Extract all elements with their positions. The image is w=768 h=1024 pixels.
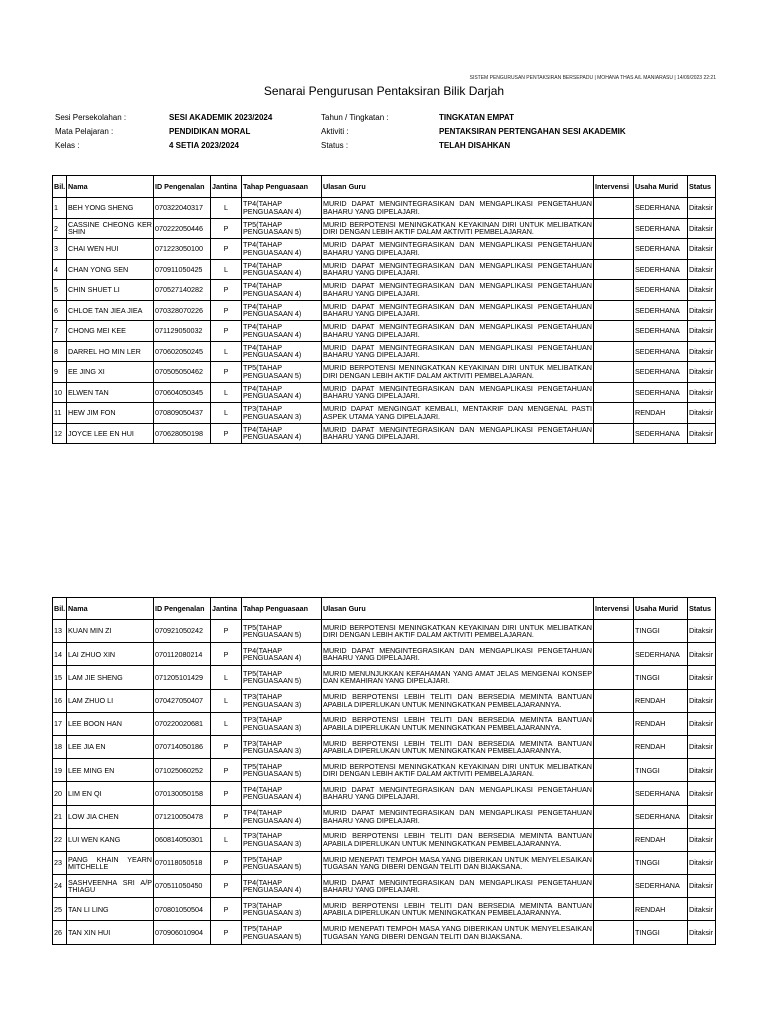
cell-id: 070112080214 xyxy=(154,643,211,666)
cell-id: 071205101429 xyxy=(154,666,211,689)
cell-status: Ditaksir xyxy=(688,828,716,851)
cell-ulasan: MURID DAPAT MENGINTEGRASIKAN DAN MENGAPLIKASI PENGETAHUAN BAHARU YANG DIPELAJARI. xyxy=(322,300,594,321)
cell-usaha: SEDERHANA xyxy=(634,300,688,321)
cell-ulasan: MURID DAPAT MENGINTEGRASIKAN DAN MENGAPLIKASI PENGETAHUAN BAHARU YANG DIPELAJARI. xyxy=(322,782,594,805)
table-row xyxy=(53,875,716,898)
cell-intervensi xyxy=(594,382,634,403)
cell-bil: 3 xyxy=(53,239,67,260)
col-header-status: Status xyxy=(688,176,716,198)
table-row xyxy=(53,620,716,643)
cell-tahap: TP4(TAHAP PENGUASAAN 4) xyxy=(242,423,322,444)
cell-jantina: P xyxy=(211,362,242,383)
cell-tahap: TP4(TAHAP PENGUASAAN 4) xyxy=(242,382,322,403)
cell-intervensi xyxy=(594,218,634,239)
cell-jantina: P xyxy=(211,921,242,944)
cell-bil: 12 xyxy=(53,423,67,444)
cell-tahap: TP5(TAHAP PENGUASAAN 5) xyxy=(242,218,322,239)
table-header-row xyxy=(53,598,716,620)
cell-id: 070628050198 xyxy=(154,423,211,444)
cell-jantina: P xyxy=(211,805,242,828)
cell-nama: SASHVEENHA SRI A/P THIAGU xyxy=(67,875,154,898)
cell-jantina: L xyxy=(211,198,242,219)
cell-tahap: TP4(TAHAP PENGUASAAN 4) xyxy=(242,280,322,301)
cell-status: Ditaksir xyxy=(688,921,716,944)
cell-ulasan: MURID DAPAT MENGINTEGRASIKAN DAN MENGAPLIKASI PENGETAHUAN BAHARU YANG DIPELAJARI. xyxy=(322,259,594,280)
cell-tahap: TP4(TAHAP PENGUASAAN 4) xyxy=(242,239,322,260)
table-row xyxy=(53,382,716,403)
cell-nama: JOYCE LEE EN HUI xyxy=(67,423,154,444)
mata-pelajaran-value: PENDIDIKAN MORAL xyxy=(169,127,251,136)
cell-bil: 18 xyxy=(53,735,67,758)
cell-jantina: P xyxy=(211,218,242,239)
cell-ulasan: MURID DAPAT MENGINTEGRASIKAN DAN MENGAPLIKASI PENGETAHUAN BAHARU YANG DIPELAJARI. xyxy=(322,875,594,898)
cell-usaha: TINGGI xyxy=(634,759,688,782)
cell-bil: 9 xyxy=(53,362,67,383)
table-row xyxy=(53,782,716,805)
table-row xyxy=(53,689,716,712)
cell-id: 070511050450 xyxy=(154,875,211,898)
cell-tahap: TP5(TAHAP PENGUASAAN 5) xyxy=(242,620,322,643)
cell-ulasan: MURID MENEPATI TEMPOH MASA YANG DIBERIKAN UNTUK MENYELESAIKAN TUGASAN YANG DIBERI DENGAN TELITI DAN BIJAKSANA. xyxy=(322,851,594,874)
cell-intervensi xyxy=(594,300,634,321)
cell-jantina: P xyxy=(211,423,242,444)
col-header-jantina: Jantina xyxy=(211,598,242,620)
cell-jantina: P xyxy=(211,643,242,666)
cell-usaha: SEDERHANA xyxy=(634,321,688,342)
cell-tahap: TP4(TAHAP PENGUASAAN 4) xyxy=(242,321,322,342)
tahun-label: Tahun / Tingkatan : xyxy=(321,113,389,122)
cell-jantina: P xyxy=(211,239,242,260)
cell-intervensi xyxy=(594,643,634,666)
cell-usaha: SEDERHANA xyxy=(634,423,688,444)
cell-usaha: RENDAH xyxy=(634,689,688,712)
col-header-intervensi: Intervensi xyxy=(594,598,634,620)
cell-nama: LEE BOON HAN xyxy=(67,712,154,735)
table-row xyxy=(53,828,716,851)
cell-bil: 24 xyxy=(53,875,67,898)
cell-status: Ditaksir xyxy=(688,423,716,444)
cell-intervensi xyxy=(594,280,634,301)
cell-ulasan: MURID DAPAT MENGINTEGRASIKAN DAN MENGAPLIKASI PENGETAHUAN BAHARU YANG DIPELAJARI. xyxy=(322,239,594,260)
cell-intervensi xyxy=(594,239,634,260)
cell-bil: 6 xyxy=(53,300,67,321)
status-label: Status : xyxy=(321,141,349,150)
cell-tahap: TP3(TAHAP PENGUASAAN 3) xyxy=(242,712,322,735)
cell-id: 070328070226 xyxy=(154,300,211,321)
cell-intervensi xyxy=(594,423,634,444)
tahun-value: TINGKATAN EMPAT xyxy=(439,113,514,122)
cell-id: 070602050245 xyxy=(154,341,211,362)
cell-status: Ditaksir xyxy=(688,759,716,782)
col-header-usaha: Usaha Murid xyxy=(634,176,688,198)
cell-intervensi xyxy=(594,898,634,921)
table-row xyxy=(53,921,716,944)
cell-usaha: SEDERHANA xyxy=(634,280,688,301)
cell-bil: 15 xyxy=(53,666,67,689)
cell-nama: TAN LI LING xyxy=(67,898,154,921)
cell-status: Ditaksir xyxy=(688,782,716,805)
cell-id: 070921050242 xyxy=(154,620,211,643)
cell-id: 070505050462 xyxy=(154,362,211,383)
col-header-bil: Bil. xyxy=(53,176,67,198)
cell-status: Ditaksir xyxy=(688,300,716,321)
cell-nama: EE JING XI xyxy=(67,362,154,383)
cell-nama: TAN XIN HUI xyxy=(67,921,154,944)
cell-id: 071210050478 xyxy=(154,805,211,828)
cell-usaha: TINGGI xyxy=(634,851,688,874)
report-meta xyxy=(53,111,628,155)
cell-intervensi xyxy=(594,759,634,782)
cell-bil: 13 xyxy=(53,620,67,643)
aktiviti-label: Aktiviti : xyxy=(321,127,349,136)
cell-nama: KUAN MIN ZI xyxy=(67,620,154,643)
cell-intervensi xyxy=(594,782,634,805)
cell-status: Ditaksir xyxy=(688,898,716,921)
cell-jantina: L xyxy=(211,382,242,403)
cell-ulasan: MURID DAPAT MENGINTEGRASIKAN DAN MENGAPLIKASI PENGETAHUAN BAHARU YANG DIPELAJARI. xyxy=(322,643,594,666)
cell-status: Ditaksir xyxy=(688,382,716,403)
cell-bil: 20 xyxy=(53,782,67,805)
cell-jantina: L xyxy=(211,341,242,362)
table-row xyxy=(53,198,716,219)
cell-usaha: SEDERHANA xyxy=(634,259,688,280)
cell-ulasan: MURID DAPAT MENGINTEGRASIKAN DAN MENGAPLIKASI PENGETAHUAN BAHARU YANG DIPELAJARI. xyxy=(322,198,594,219)
table-row xyxy=(53,712,716,735)
cell-intervensi xyxy=(594,712,634,735)
col-header-usaha: Usaha Murid xyxy=(634,598,688,620)
cell-ulasan: MURID BERPOTENSI MENINGKATKAN KEYAKINAN DIRI UNTUK MELIBATKAN DIRI DENGAN LEBIH AKTIF DALAM AKTIVITI PEMBELAJARAN. xyxy=(322,218,594,239)
cell-usaha: TINGGI xyxy=(634,620,688,643)
cell-status: Ditaksir xyxy=(688,239,716,260)
cell-status: Ditaksir xyxy=(688,218,716,239)
cell-id: 070130050158 xyxy=(154,782,211,805)
cell-jantina: L xyxy=(211,828,242,851)
cell-id: 070604050345 xyxy=(154,382,211,403)
cell-usaha: SEDERHANA xyxy=(634,239,688,260)
cell-intervensi xyxy=(594,689,634,712)
cell-jantina: L xyxy=(211,689,242,712)
system-info-line: SISTEM PENGURUSAN PENTAKSIRAN BERSEPADU | MOHANA THAS A/L MANIARASU | 14/09/2023 22:21 xyxy=(469,75,716,81)
cell-bil: 4 xyxy=(53,259,67,280)
cell-ulasan: MURID BERPOTENSI LEBIH TELITI DAN BERSEDIA MEMINTA BANTUAN APABILA DIPERLUKAN UNTUK MENINGKATKAN PEMBELAJARANNYA. xyxy=(322,712,594,735)
cell-nama: LAI ZHUO XIN xyxy=(67,643,154,666)
cell-nama: CHAN YONG SEN xyxy=(67,259,154,280)
cell-usaha: RENDAH xyxy=(634,735,688,758)
cell-ulasan: MURID DAPAT MENGINTEGRASIKAN DAN MENGAPLIKASI PENGETAHUAN BAHARU YANG DIPELAJARI. xyxy=(322,341,594,362)
cell-tahap: TP3(TAHAP PENGUASAAN 3) xyxy=(242,689,322,712)
table-row xyxy=(53,643,716,666)
cell-nama: PANG KHAIN YEARN MITCHELLE xyxy=(67,851,154,874)
cell-bil: 16 xyxy=(53,689,67,712)
cell-nama: CHLOE TAN JIEA JIEA xyxy=(67,300,154,321)
cell-status: Ditaksir xyxy=(688,403,716,424)
cell-ulasan: MURID DAPAT MENGINTEGRASIKAN DAN MENGAPLIKASI PENGETAHUAN BAHARU YANG DIPELAJARI. xyxy=(322,280,594,301)
cell-bil: 14 xyxy=(53,643,67,666)
assessment-table-page-2 xyxy=(52,597,716,945)
cell-status: Ditaksir xyxy=(688,735,716,758)
cell-jantina: P xyxy=(211,620,242,643)
cell-id: 070220020681 xyxy=(154,712,211,735)
cell-bil: 17 xyxy=(53,712,67,735)
cell-ulasan: MURID BERPOTENSI LEBIH TELITI DAN BERSEDIA MEMINTA BANTUAN APABILA DIPERLUKAN UNTUK MENINGKATKAN PEMBELAJARANNYA. xyxy=(322,828,594,851)
table-row xyxy=(53,759,716,782)
cell-jantina: L xyxy=(211,712,242,735)
cell-bil: 26 xyxy=(53,921,67,944)
cell-intervensi xyxy=(594,362,634,383)
cell-usaha: SEDERHANA xyxy=(634,805,688,828)
cell-nama: LAM JIE SHENG xyxy=(67,666,154,689)
cell-id: 070714050186 xyxy=(154,735,211,758)
cell-bil: 19 xyxy=(53,759,67,782)
cell-usaha: RENDAH xyxy=(634,403,688,424)
cell-id: 060814050301 xyxy=(154,828,211,851)
cell-status: Ditaksir xyxy=(688,620,716,643)
cell-jantina: P xyxy=(211,851,242,874)
cell-tahap: TP5(TAHAP PENGUASAAN 5) xyxy=(242,666,322,689)
cell-status: Ditaksir xyxy=(688,875,716,898)
cell-ulasan: MURID DAPAT MENGINTEGRASIKAN DAN MENGAPLIKASI PENGETAHUAN BAHARU YANG DIPELAJARI. xyxy=(322,321,594,342)
cell-bil: 5 xyxy=(53,280,67,301)
mata-pelajaran-label: Mata Pelajaran : xyxy=(55,127,114,136)
cell-status: Ditaksir xyxy=(688,712,716,735)
cell-bil: 23 xyxy=(53,851,67,874)
cell-status: Ditaksir xyxy=(688,362,716,383)
cell-status: Ditaksir xyxy=(688,341,716,362)
col-header-nama: Nama xyxy=(67,598,154,620)
cell-bil: 1 xyxy=(53,198,67,219)
cell-tahap: TP4(TAHAP PENGUASAAN 4) xyxy=(242,643,322,666)
table-row xyxy=(53,403,716,424)
cell-tahap: TP3(TAHAP PENGUASAAN 3) xyxy=(242,735,322,758)
cell-usaha: SEDERHANA xyxy=(634,782,688,805)
cell-jantina: P xyxy=(211,300,242,321)
cell-tahap: TP5(TAHAP PENGUASAAN 5) xyxy=(242,851,322,874)
cell-nama: LOW JIA CHEN xyxy=(67,805,154,828)
table-row xyxy=(53,423,716,444)
table-header-row xyxy=(53,176,716,198)
cell-nama: LIM EN QI xyxy=(67,782,154,805)
page-title: Senarai Pengurusan Pentaksiran Bilik Darjah xyxy=(263,84,505,98)
cell-usaha: SEDERHANA xyxy=(634,362,688,383)
cell-usaha: SEDERHANA xyxy=(634,198,688,219)
cell-ulasan: MURID DAPAT MENGINGAT KEMBALI, MENTAKRIF DAN MENGENAL PASTI ASPEK UTAMA YANG DIPELAJARI. xyxy=(322,403,594,424)
cell-bil: 22 xyxy=(53,828,67,851)
cell-usaha: RENDAH xyxy=(634,898,688,921)
table-row xyxy=(53,239,716,260)
cell-tahap: TP4(TAHAP PENGUASAAN 4) xyxy=(242,875,322,898)
cell-id: 070322040317 xyxy=(154,198,211,219)
cell-nama: ELWEN TAN xyxy=(67,382,154,403)
kelas-value: 4 SETIA 2023/2024 xyxy=(169,141,239,150)
cell-intervensi xyxy=(594,921,634,944)
cell-bil: 21 xyxy=(53,805,67,828)
cell-intervensi xyxy=(594,875,634,898)
cell-ulasan: MURID BERPOTENSI MENINGKATKAN KEYAKINAN DIRI UNTUK MELIBATKAN DIRI DENGAN LEBIH AKTIF DALAM AKTIVITI PEMBELAJARAN. xyxy=(322,362,594,383)
cell-id: 070809050437 xyxy=(154,403,211,424)
aktiviti-value: PENTAKSIRAN PERTENGAHAN SESI AKADEMIK xyxy=(439,127,626,136)
col-header-ulasan: Ulasan Guru xyxy=(322,598,594,620)
cell-nama: DARREL HO MIN LER xyxy=(67,341,154,362)
table-row xyxy=(53,735,716,758)
cell-usaha: SEDERHANA xyxy=(634,382,688,403)
kelas-label: Kelas : xyxy=(55,141,80,150)
cell-ulasan: MURID DAPAT MENGINTEGRASIKAN DAN MENGAPLIKASI PENGETAHUAN BAHARU YANG DIPELAJARI. xyxy=(322,382,594,403)
table-row xyxy=(53,898,716,921)
cell-intervensi xyxy=(594,851,634,874)
cell-usaha: RENDAH xyxy=(634,828,688,851)
cell-id: 071223050100 xyxy=(154,239,211,260)
cell-jantina: P xyxy=(211,735,242,758)
cell-intervensi xyxy=(594,828,634,851)
cell-jantina: P xyxy=(211,898,242,921)
cell-intervensi xyxy=(594,341,634,362)
col-header-status: Status xyxy=(688,598,716,620)
cell-status: Ditaksir xyxy=(688,198,716,219)
cell-intervensi xyxy=(594,198,634,219)
status-value: TELAH DISAHKAN xyxy=(439,141,511,150)
cell-tahap: TP3(TAHAP PENGUASAAN 3) xyxy=(242,403,322,424)
cell-jantina: L xyxy=(211,259,242,280)
col-header-bil: Bil. xyxy=(53,598,67,620)
cell-tahap: TP4(TAHAP PENGUASAAN 4) xyxy=(242,782,322,805)
table-row xyxy=(53,280,716,301)
cell-usaha: TINGGI xyxy=(634,666,688,689)
col-header-intervensi: Intervensi xyxy=(594,176,634,198)
cell-usaha: SEDERHANA xyxy=(634,218,688,239)
table-row xyxy=(53,805,716,828)
cell-nama: CHAI WEN HUI xyxy=(67,239,154,260)
cell-usaha: SEDERHANA xyxy=(634,875,688,898)
col-header-id: ID Pengenalan xyxy=(154,598,211,620)
cell-jantina: P xyxy=(211,321,242,342)
cell-status: Ditaksir xyxy=(688,280,716,301)
cell-ulasan: MURID BERPOTENSI MENINGKATKAN KEYAKINAN DIRI UNTUK MELIBATKAN DIRI DENGAN LEBIH AKTIF DALAM AKTIVITI PEMBELAJARAN. xyxy=(322,759,594,782)
cell-intervensi xyxy=(594,805,634,828)
cell-jantina: P xyxy=(211,280,242,301)
cell-id: 070906010904 xyxy=(154,921,211,944)
cell-nama: LUI WEN KANG xyxy=(67,828,154,851)
cell-intervensi xyxy=(594,321,634,342)
cell-tahap: TP4(TAHAP PENGUASAAN 4) xyxy=(242,198,322,219)
cell-ulasan: MURID DAPAT MENGINTEGRASIKAN DAN MENGAPLIKASI PENGETAHUAN BAHARU YANG DIPELAJARI. xyxy=(322,805,594,828)
col-header-nama: Nama xyxy=(67,176,154,198)
table-row xyxy=(53,362,716,383)
cell-ulasan: MURID MENEPATI TEMPOH MASA YANG DIBERIKAN UNTUK MENYELESAIKAN TUGASAN YANG DIBERI DENGAN TELITI DAN BIJAKSANA. xyxy=(322,921,594,944)
cell-nama: LAM ZHUO LI xyxy=(67,689,154,712)
col-header-tahap: Tahap Penguasaan xyxy=(242,176,322,198)
cell-jantina: P xyxy=(211,759,242,782)
cell-id: 070118050518 xyxy=(154,851,211,874)
table-row xyxy=(53,259,716,280)
cell-tahap: TP3(TAHAP PENGUASAAN 3) xyxy=(242,828,322,851)
sesi-value: SESI AKADEMIK 2023/2024 xyxy=(169,113,273,122)
cell-nama: CASSINE CHEONG KER SHIN xyxy=(67,218,154,239)
cell-status: Ditaksir xyxy=(688,259,716,280)
cell-jantina: L xyxy=(211,666,242,689)
cell-id: 071025060252 xyxy=(154,759,211,782)
cell-intervensi xyxy=(594,620,634,643)
cell-bil: 7 xyxy=(53,321,67,342)
cell-intervensi xyxy=(594,403,634,424)
cell-nama: LEE MING EN xyxy=(67,759,154,782)
cell-tahap: TP4(TAHAP PENGUASAAN 4) xyxy=(242,341,322,362)
cell-ulasan: MURID BERPOTENSI LEBIH TELITI DAN BERSEDIA MEMINTA BANTUAN APABILA DIPERLUKAN UNTUK MENINGKATKAN PEMBELAJARANNYA. xyxy=(322,689,594,712)
cell-id: 070911050425 xyxy=(154,259,211,280)
cell-bil: 11 xyxy=(53,403,67,424)
cell-nama: HEW JIM FON xyxy=(67,403,154,424)
cell-nama: CHIN SHUET LI xyxy=(67,280,154,301)
cell-nama: CHONG MEI KEE xyxy=(67,321,154,342)
cell-status: Ditaksir xyxy=(688,666,716,689)
col-header-tahap: Tahap Penguasaan xyxy=(242,598,322,620)
cell-usaha: RENDAH xyxy=(634,712,688,735)
cell-status: Ditaksir xyxy=(688,643,716,666)
cell-id: 070222050446 xyxy=(154,218,211,239)
cell-tahap: TP4(TAHAP PENGUASAAN 4) xyxy=(242,300,322,321)
cell-tahap: TP5(TAHAP PENGUASAAN 5) xyxy=(242,759,322,782)
cell-tahap: TP4(TAHAP PENGUASAAN 4) xyxy=(242,805,322,828)
cell-id: 070427050407 xyxy=(154,689,211,712)
table-row xyxy=(53,851,716,874)
cell-usaha: SEDERHANA xyxy=(634,341,688,362)
table-row xyxy=(53,341,716,362)
cell-status: Ditaksir xyxy=(688,321,716,342)
cell-tahap: TP3(TAHAP PENGUASAAN 3) xyxy=(242,898,322,921)
cell-ulasan: MURID BERPOTENSI LEBIH TELITI DAN BERSEDIA MEMINTA BANTUAN APABILA DIPERLUKAN UNTUK MENINGKATKAN PEMBELAJARANNYA. xyxy=(322,898,594,921)
cell-usaha: TINGGI xyxy=(634,921,688,944)
sesi-label: Sesi Persekolahan : xyxy=(55,113,127,122)
cell-status: Ditaksir xyxy=(688,689,716,712)
table-row xyxy=(53,300,716,321)
cell-jantina: L xyxy=(211,403,242,424)
col-header-id: ID Pengenalan xyxy=(154,176,211,198)
cell-ulasan: MURID BERPOTENSI MENINGKATKAN KEYAKINAN DIRI UNTUK MELIBATKAN DIRI DENGAN LEBIH AKTIF DALAM AKTIVITI PEMBELAJARAN. xyxy=(322,620,594,643)
cell-usaha: SEDERHANA xyxy=(634,643,688,666)
col-header-jantina: Jantina xyxy=(211,176,242,198)
cell-ulasan: MURID DAPAT MENGINTEGRASIKAN DAN MENGAPLIKASI PENGETAHUAN BAHARU YANG DIPELAJARI. xyxy=(322,423,594,444)
cell-ulasan: MURID BERPOTENSI LEBIH TELITI DAN BERSEDIA MEMINTA BANTUAN APABILA DIPERLUKAN UNTUK MENINGKATKAN PEMBELAJARANNYA. xyxy=(322,735,594,758)
cell-ulasan: MURID MENUNJUKKAN KEFAHAMAN YANG AMAT JELAS MENGENAI KONSEP DAN KEMAHIRAN YANG DIPELAJARI. xyxy=(322,666,594,689)
cell-id: 071129050032 xyxy=(154,321,211,342)
table-row xyxy=(53,666,716,689)
cell-bil: 10 xyxy=(53,382,67,403)
table-row xyxy=(53,321,716,342)
cell-tahap: TP5(TAHAP PENGUASAAN 5) xyxy=(242,362,322,383)
cell-status: Ditaksir xyxy=(688,805,716,828)
assessment-table-page-1 xyxy=(52,175,716,444)
cell-jantina: P xyxy=(211,875,242,898)
cell-id: 070527140282 xyxy=(154,280,211,301)
cell-status: Ditaksir xyxy=(688,851,716,874)
table-row xyxy=(53,218,716,239)
col-header-ulasan: Ulasan Guru xyxy=(322,176,594,198)
cell-intervensi xyxy=(594,259,634,280)
cell-bil: 8 xyxy=(53,341,67,362)
cell-tahap: TP5(TAHAP PENGUASAAN 5) xyxy=(242,921,322,944)
cell-nama: BEH YONG SHENG xyxy=(67,198,154,219)
cell-jantina: P xyxy=(211,782,242,805)
cell-intervensi xyxy=(594,735,634,758)
cell-tahap: TP4(TAHAP PENGUASAAN 4) xyxy=(242,259,322,280)
cell-intervensi xyxy=(594,666,634,689)
cell-bil: 2 xyxy=(53,218,67,239)
cell-nama: LEE JIA EN xyxy=(67,735,154,758)
cell-bil: 25 xyxy=(53,898,67,921)
cell-id: 070801050504 xyxy=(154,898,211,921)
